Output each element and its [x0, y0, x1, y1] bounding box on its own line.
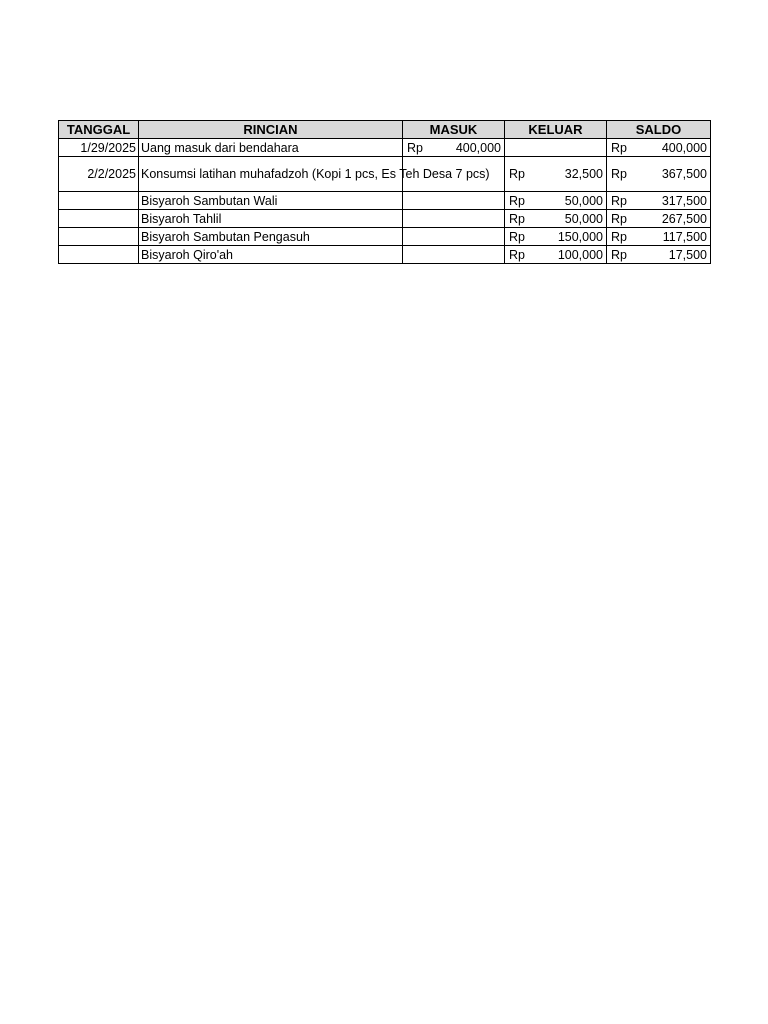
- cell-balance: [607, 246, 711, 264]
- amount-out: 100,000: [557, 247, 603, 262]
- table-row: [59, 157, 711, 192]
- cell-date: [59, 246, 139, 264]
- currency-label: Rp: [611, 193, 627, 208]
- table-row: [59, 210, 711, 228]
- header-date: TANGGAL: [59, 121, 139, 139]
- money-value: [507, 167, 604, 181]
- cell-out: [505, 192, 607, 210]
- cell-in: [403, 228, 505, 246]
- header-out: KELUAR: [505, 121, 607, 139]
- money-value: [609, 167, 708, 181]
- currency-label: Rp: [611, 140, 627, 155]
- money-value: [609, 194, 708, 208]
- money-value: [609, 141, 708, 155]
- money-value: [507, 230, 604, 244]
- currency-label: Rp: [611, 211, 627, 226]
- cell-date: 2/2/2025: [59, 157, 139, 192]
- amount-out: 50,000: [564, 193, 603, 208]
- cell-date: 1/29/2025: [59, 139, 139, 157]
- cell-out: [505, 139, 607, 157]
- currency-label: Rp: [407, 140, 423, 155]
- cell-out: [505, 210, 607, 228]
- cash-ledger-table: [58, 120, 711, 264]
- table-row: [59, 228, 711, 246]
- amount-balance: 400,000: [661, 140, 707, 155]
- cell-balance: [607, 228, 711, 246]
- currency-label: Rp: [611, 229, 627, 244]
- money-value: [405, 141, 502, 155]
- cell-date: [59, 210, 139, 228]
- cell-balance: [607, 157, 711, 192]
- amount-balance: 367,500: [661, 167, 707, 181]
- cell-in: [403, 139, 505, 157]
- header-in: MASUK: [403, 121, 505, 139]
- currency-label: Rp: [509, 193, 525, 208]
- header-description: RINCIAN: [139, 121, 403, 139]
- cell-description: Bisyaroh Sambutan Pengasuh: [139, 228, 403, 246]
- table-row: [59, 192, 711, 210]
- currency-label: Rp: [509, 211, 525, 226]
- currency-label: Rp: [509, 167, 525, 181]
- cell-date: [59, 192, 139, 210]
- currency-label: Rp: [611, 247, 627, 262]
- amount-out: 150,000: [557, 229, 603, 244]
- cell-description: Konsumsi latihan muhafadzoh (Kopi 1 pcs, Es Teh Desa 7 pcs): [139, 157, 403, 192]
- money-value: [609, 230, 708, 244]
- amount-balance: 267,500: [661, 211, 707, 226]
- cell-balance: [607, 210, 711, 228]
- amount-balance: 117,500: [662, 229, 707, 244]
- money-value: [507, 194, 604, 208]
- money-value: [609, 212, 708, 226]
- cell-balance: [607, 139, 711, 157]
- amount-out: 32,500: [564, 167, 603, 181]
- cell-description: Uang masuk dari bendahara: [139, 139, 403, 157]
- money-value: [507, 248, 604, 262]
- cell-in: [403, 210, 505, 228]
- cell-in: [403, 246, 505, 264]
- cell-description: Bisyaroh Qiro'ah: [139, 246, 403, 264]
- currency-label: Rp: [509, 229, 525, 244]
- table-row: [59, 246, 711, 264]
- cell-in: [403, 192, 505, 210]
- cell-balance: [607, 192, 711, 210]
- money-value: [507, 212, 604, 226]
- amount-balance: 317,500: [661, 193, 707, 208]
- cell-description: Bisyaroh Sambutan Wali: [139, 192, 403, 210]
- cell-out: [505, 246, 607, 264]
- table-row: [59, 139, 711, 157]
- cell-date: [59, 228, 139, 246]
- amount-out: 50,000: [564, 211, 603, 226]
- currency-label: Rp: [611, 167, 627, 181]
- cell-description: Bisyaroh Tahlil: [139, 210, 403, 228]
- ledger-body: [59, 139, 711, 264]
- cell-out: [505, 228, 607, 246]
- money-value: [609, 248, 708, 262]
- spreadsheet-page: [58, 120, 711, 264]
- amount-balance: 17,500: [668, 247, 707, 262]
- currency-label: Rp: [509, 247, 525, 262]
- header-balance: SALDO: [607, 121, 711, 139]
- cell-out: [505, 157, 607, 192]
- header-row: [59, 121, 711, 139]
- amount-in: 400,000: [455, 140, 501, 155]
